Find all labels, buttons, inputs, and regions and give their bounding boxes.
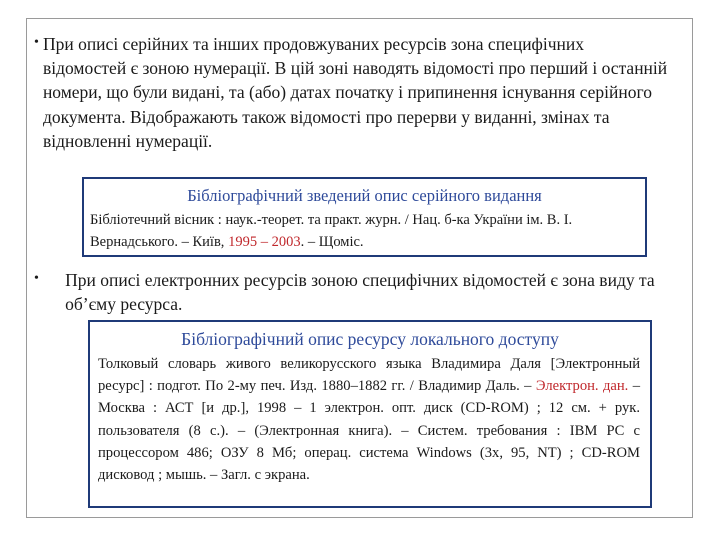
serial-example-text-before: Бібліотечний вісник : наук.-теорет. та практ. журн. / Нац. б-ка України ім. В. І. Вернадського. – Київ, <box>90 212 573 250</box>
bullet-icon: • <box>34 35 39 50</box>
electronic-example-designation: Электрон. дан. <box>535 378 629 395</box>
serial-example-text <box>84 207 645 253</box>
serial-example-title: Бібліографічний зведений опис серійного видання <box>187 186 542 205</box>
serial-example-text-after: . – Щоміс. <box>300 234 364 250</box>
bullet-item-serial <box>30 32 670 153</box>
bullet-icon: • <box>34 271 39 286</box>
electronic-example-text-before: Толковый словарь живого великорусского языка Владимира Даля [Электронный ресурс] : подгот. По 2-му печ. Изд. 1880–1882 гг. / Владимир Даль. – <box>98 356 640 395</box>
serial-example-box <box>82 177 647 257</box>
electronic-example-box <box>88 320 652 508</box>
bullet-text-serial: При описі серійних та інших продовжуваних ресурсів зона специфічних відомостей є зоною нумерації. В цій зоні наводять відомості про перший і останній номери, що були видані, та (або) датах початку і припинення існування серійного документа. Відображають також відомості про перерви у виданні, змінах та відновленні нумерації. <box>42 34 668 151</box>
electronic-example-text-after: – Москва : АСТ [и др.], 1998 – 1 электрон. опт. диск (CD-ROM) ; 12 см. + рук. пользователя (8 с.). – (Электронная книга). – Систем. требования : IBM PC с процессором 486; ОЗУ 8 Мб; операц. система Windows (3х, 95, NT) ; CD-ROM дисковод ; мышь. – Загл. с экрана. <box>98 378 641 484</box>
bullet-item-electronic <box>30 268 680 316</box>
serial-example-years: 1995 – 2003 <box>228 234 301 250</box>
bullet-text-electronic: При описі електронних ресурсів зоною специфічних відомостей є зона виду та об’єму ресурса. <box>65 270 655 315</box>
electronic-example-title: Бібліографічний опис ресурсу локального доступу <box>181 329 559 349</box>
electronic-example-text <box>90 351 650 486</box>
